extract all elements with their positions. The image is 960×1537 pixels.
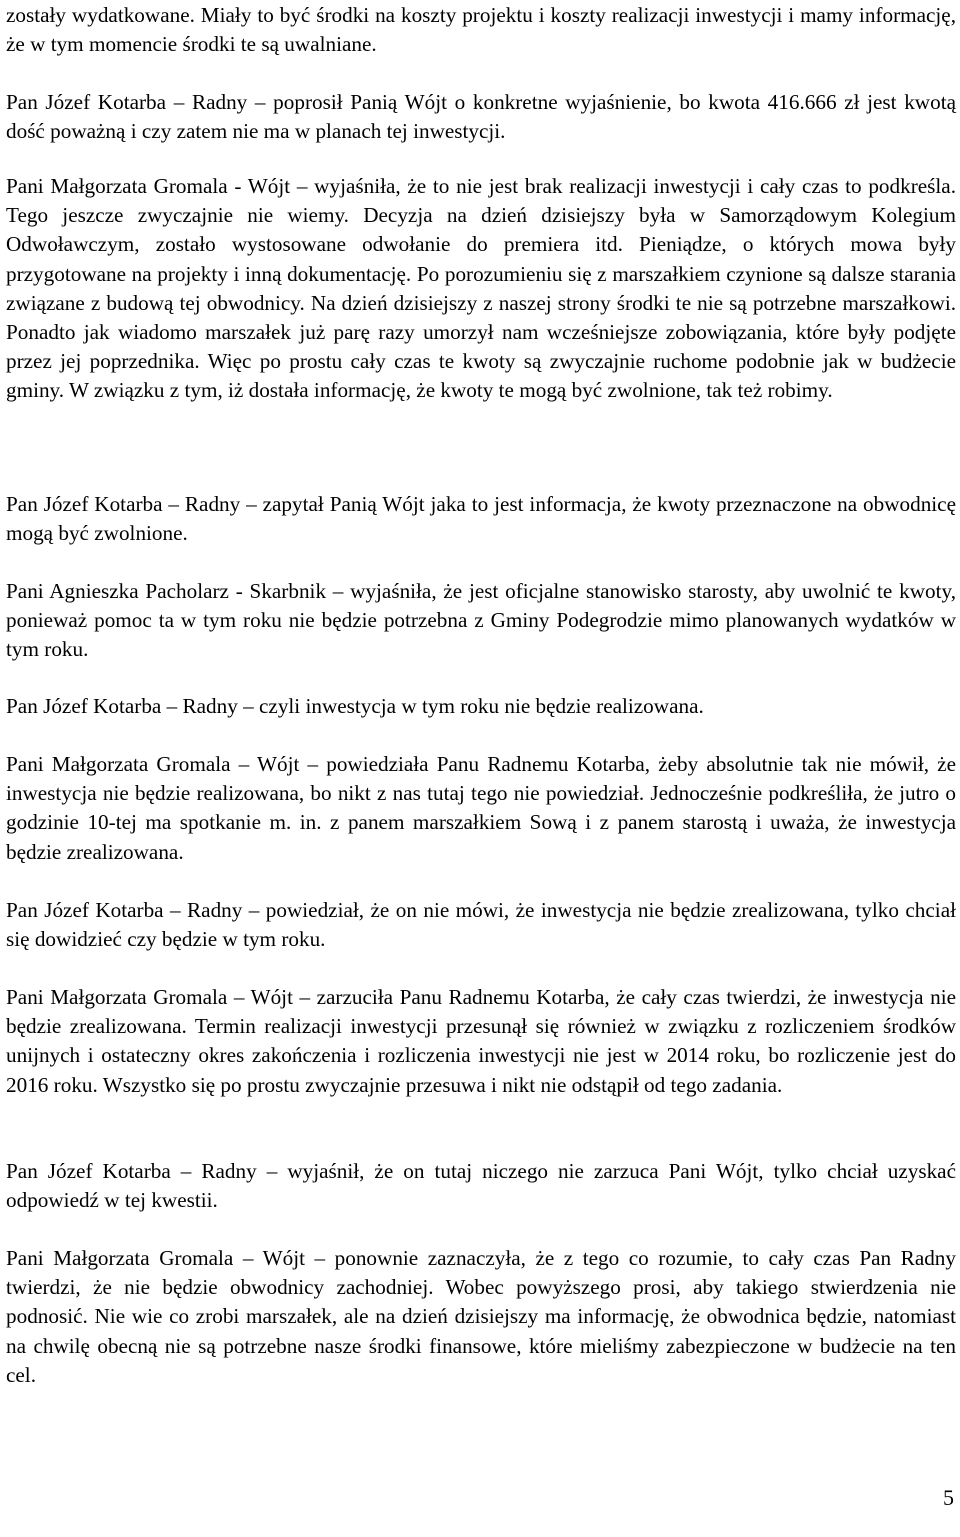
page-number: 5: [943, 1485, 954, 1510]
paragraph-kotarba-explanation: Pan Józef Kotarba – Radny – wyjaśnił, że on tutaj niczego nie zarzuca Pani Wójt, tylko chciał uzyskać odpowiedź w tej kwestii.: [6, 1159, 956, 1213]
paragraph-kotarba-inquiry: Pan Józef Kotarba – Radny – zapytał Panią Wójt jaka to jest informacja, że kwoty przeznaczone na obwodnicę mogą być zwolnione.: [6, 492, 956, 546]
paragraph-pacholarz-explanation: Pani Agnieszka Pacholarz - Skarbnik – wyjaśniła, że jest oficjalne stanowisko starosty, aby uwolnić te kwoty, ponieważ pomoc ta w tym roku nie będzie potrzebna z Gminy Podegrodzie mimo planowanych wydatków w tym roku.: [6, 579, 956, 662]
paragraph-gromala-response: Pani Małgorzata Gromala – Wójt – powiedziała Panu Radnemu Kotarba, żeby absolutnie tak nie mówił, że inwestycja nie będzie realizowana, bo nikt z nas tutaj tego nie powiedział. Jednocześnie podkreśliła, że jutro o godzinie 10-tej ma spotkanie m. in. z panem marszałkiem Sową i z panem starostą i uważa, że inwestycja będzie zrealizowana.: [6, 752, 956, 864]
paragraph-gromala-explanation: Pani Małgorzata Gromala - Wójt – wyjaśniła, że to nie jest brak realizacji inwestycji i cały czas to podkreśla. Tego jeszcze zwyczajnie nie wiemy. Decyzja na dzień dzisiejszy była w Samorządowym Kolegium Odwoławczym, zostało wystosowane odwołanie do premiera itd. Pieniądze, o których mowa były przygotowane na projekty i inną dokumentację. Po porozumieniu się z marszałkiem czynione są dalsze starania związane z budową tej obwodnicy. Na dzień dzisiejszy z naszej strony środki te nie są potrzebne marszałkowi. Ponadto jak wiadomo marszałek już parę razy umorzył nam wcześniejsze zobowiązania, które były podjęte przez jej poprzednika. Więc po prostu cały czas te kwoty są zwyczajnie ruchome podobnie jak w budżecie gminy. W związku z tym, iż dostała informację, że kwoty te mogą być zwolnione, tak też robimy.: [6, 174, 956, 403]
paragraph-kotarba-question: Pan Józef Kotarba – Radny – poprosił Panią Wójt o konkretne wyjaśnienie, bo kwota 416.666 zł jest kwotą dość poważną i czy zatem nie ma w planach tej inwestycji.: [6, 90, 956, 144]
paragraph-continuation: zostały wydatkowane. Miały to być środki na koszty projektu i koszty realizacji inwestycji i mamy informację, że w tym momencie środki te są uwalniane.: [6, 3, 956, 57]
paragraph-kotarba-clarification: Pan Józef Kotarba – Radny – powiedział, że on nie mówi, że inwestycja nie będzie zrealizowana, tylko chciał się dowidzieć czy będzie w tym roku.: [6, 898, 956, 952]
paragraph-gromala-final: Pani Małgorzata Gromala – Wójt – ponownie zaznaczyła, że z tego co rozumie, to cały czas Pan Radny twierdzi, że nie będzie obwodnicy zachodniej. Wobec powyższego prosi, aby takiego stwierdzenia nie podnosić. Nie wie co zrobi marszałek, ale na dzień dzisiejszy ma informację, że obwodnica będzie, natomiast na chwilę obecną nie są potrzebne nasze środki finansowe, które mieliśmy zabezpieczone w budżecie na ten cel.: [6, 1246, 956, 1387]
paragraph-gromala-accusation: Pani Małgorzata Gromala – Wójt – zarzuciła Panu Radnemu Kotarba, że cały czas twierdzi, że inwestycja nie będzie zrealizowana. Termin realizacji inwestycji przesunął się również w związku z rozliczeniem środków unijnych i ostateczny okres zakończenia i rozliczenia inwestycji nie jest w 2014 roku, bo rozliczenie jest do 2016 roku. Wszystko się po prostu zwyczajnie przesuwa i nikt nie odstąpił od tego zadania.: [6, 985, 956, 1097]
paragraph-kotarba-remark: Pan Józef Kotarba – Radny – czyli inwestycja w tym roku nie będzie realizowana.: [6, 694, 704, 718]
